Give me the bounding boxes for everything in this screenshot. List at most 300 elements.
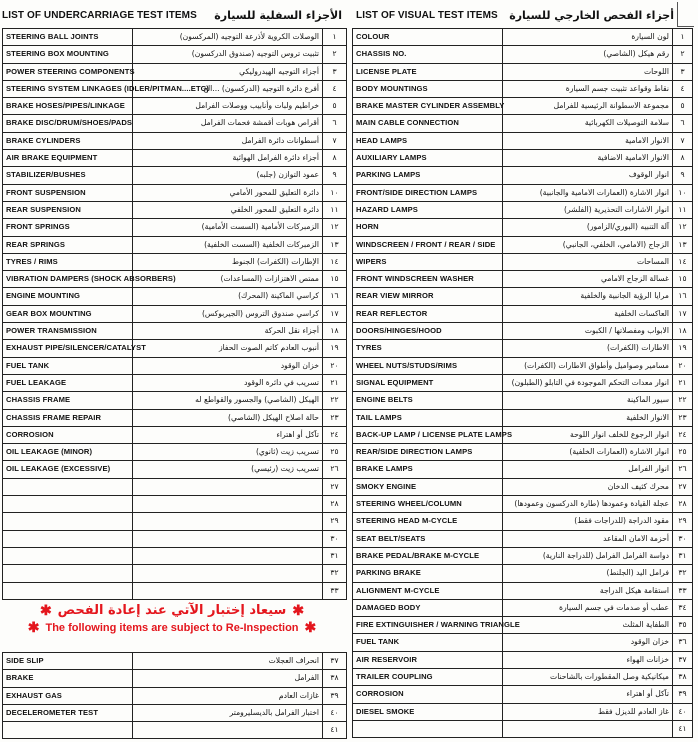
item-arabic: انوار الاشارة (العمارات الامامية والجانبية)	[503, 184, 673, 201]
table-row	[353, 288, 693, 305]
item-english	[353, 720, 503, 737]
item-arabic: عمود التوازن (جلبه)	[133, 167, 323, 184]
item-number: ٥	[673, 98, 693, 115]
item-arabic: انحراف العجلات	[133, 653, 323, 670]
item-number: ٢٤	[323, 426, 347, 443]
table-row	[353, 547, 693, 564]
item-english: DECELEROMETER TEST	[3, 704, 133, 721]
item-arabic: تآكل أو اهتراء	[133, 426, 323, 443]
item-english: EXHAUST GAS	[3, 687, 133, 704]
item-number: ٣٨	[323, 670, 347, 687]
table-row	[353, 340, 693, 357]
table-row	[3, 530, 347, 547]
item-arabic: خزان الوقود	[133, 357, 323, 374]
table-row	[3, 496, 347, 513]
item-number: ٣٦	[673, 634, 693, 651]
table-row	[353, 703, 693, 720]
item-number: ١١	[673, 201, 693, 218]
item-number: ٨	[673, 150, 693, 167]
item-number: ١٩	[673, 340, 693, 357]
item-number: ١٣	[323, 236, 347, 253]
item-arabic: أفرع دائرة التوجيه (الدركسون) ...الخ	[133, 80, 323, 97]
item-number: ٩	[323, 167, 347, 184]
item-arabic: تآكل أو اهتراء	[503, 686, 673, 703]
item-english: ENGINE BELTS	[353, 392, 503, 409]
item-arabic: أجزاء التوجيه الهيدروليكي	[133, 63, 323, 80]
item-arabic: آلة التنبيه (البوري/الزامور)	[503, 219, 673, 236]
item-number: ٢٣	[673, 409, 693, 426]
table-row	[353, 461, 693, 478]
item-arabic: دائرة التعليق للمحور الأمامي	[133, 184, 323, 201]
item-arabic: الابواب ومفصلاتها / الكبوت	[503, 323, 673, 340]
asterisk-icon: ✱	[304, 619, 317, 635]
item-english: BRAKE DISC/DRUM/SHOES/PADS	[3, 115, 133, 132]
left-header	[2, 2, 342, 28]
table-row	[353, 46, 693, 63]
table-row	[3, 653, 347, 670]
table-row	[3, 167, 347, 184]
item-number: ٢٣	[323, 409, 347, 426]
item-english: HEAD LAMPS	[353, 132, 503, 149]
table-row	[3, 236, 347, 253]
table-row	[3, 409, 347, 426]
item-arabic	[133, 513, 323, 530]
item-english: SMOKY ENGINE	[353, 478, 503, 495]
item-number: ٧	[673, 132, 693, 149]
item-english: BRAKE LAMPS	[353, 461, 503, 478]
item-arabic: غاز العادم للديزل فقط	[503, 703, 673, 720]
table-row	[353, 374, 693, 391]
item-arabic: الإطارات (الكفرات) الجنوط	[133, 253, 323, 270]
item-arabic: مجموعة الاسطوانة الرئيسية للفرامل	[503, 98, 673, 115]
item-english: BRAKE CYLINDERS	[3, 132, 133, 149]
table-row	[353, 167, 693, 184]
table-row	[3, 582, 347, 599]
item-english: SIDE SLIP	[3, 653, 133, 670]
item-number: ١٤	[673, 253, 693, 270]
item-english: GEAR BOX MOUNTING	[3, 305, 133, 322]
item-arabic: لون السيارة	[503, 29, 673, 46]
item-english: BRAKE MASTER CYLINDER ASSEMBLY	[353, 98, 503, 115]
item-english: BRAKE HOSES/PIPES/LINKAGE	[3, 98, 133, 115]
item-english: LICENSE PLATE	[353, 63, 503, 80]
table-row	[3, 46, 347, 63]
item-english: ALIGNMENT M-CYCLE	[353, 582, 503, 599]
item-number: ٢٥	[673, 444, 693, 461]
corner-stamp	[677, 2, 694, 27]
item-english: PARKING BRAKE	[353, 565, 503, 582]
item-number: ١٨	[673, 323, 693, 340]
item-number: ١٧	[323, 305, 347, 322]
item-number: ٢٧	[323, 478, 347, 495]
table-row	[3, 547, 347, 564]
item-number: ٢٧	[673, 478, 693, 495]
table-row	[3, 722, 347, 739]
item-arabic	[503, 720, 673, 737]
table-row	[353, 651, 693, 668]
item-english: ENGINE MOUNTING	[3, 288, 133, 305]
item-english: OIL LEAKAGE (MINOR)	[3, 444, 133, 461]
table-row	[3, 704, 347, 721]
item-english	[3, 565, 133, 582]
item-arabic: غازات العادم	[133, 687, 323, 704]
table-row	[353, 29, 693, 46]
item-english: REAR REFLECTOR	[353, 305, 503, 322]
table-row	[3, 80, 347, 97]
table-row	[3, 184, 347, 201]
item-arabic: الزجاج (الامامي، الخلفي، الجانبي)	[503, 236, 673, 253]
item-number: ٣٣	[323, 582, 347, 599]
item-number: ١	[673, 29, 693, 46]
item-english: DOORS/HINGES/HOOD	[353, 323, 503, 340]
item-arabic: مرايا الرؤية الجانبية والخلفية	[503, 288, 673, 305]
item-arabic: الانوار الامامية الاضافية	[503, 150, 673, 167]
item-number: ٣٧	[323, 653, 347, 670]
item-english: VIBRATION DAMPERS (SHOCK ABSORBERS)	[3, 271, 133, 288]
item-number: ٥	[323, 98, 347, 115]
item-english: POWER STEERING COMPONENTS	[3, 63, 133, 80]
reinspection-table	[2, 652, 347, 739]
table-row	[353, 392, 693, 409]
item-arabic: خراطيم ولبات وأنابيب ووصلات الفرامل	[133, 98, 323, 115]
item-number: ١٥	[673, 271, 693, 288]
item-english: STEERING BOX MOUNTING	[3, 46, 133, 63]
item-english: CHASSIS NO.	[353, 46, 503, 63]
item-english: BODY MOUNTINGS	[353, 80, 503, 97]
table-row	[353, 115, 693, 132]
item-number: ٣٩	[673, 686, 693, 703]
item-english: FRONT SPRINGS	[3, 219, 133, 236]
table-row	[3, 392, 347, 409]
item-arabic	[133, 722, 323, 739]
item-english: FUEL TANK	[353, 634, 503, 651]
item-english: FRONT/SIDE DIRECTION LAMPS	[353, 184, 503, 201]
item-english	[3, 513, 133, 530]
table-row	[3, 670, 347, 687]
item-number: ٤١	[323, 722, 347, 739]
item-number: ٣	[323, 63, 347, 80]
item-english: COLOUR	[353, 29, 503, 46]
item-arabic: مقود الدراجة (للدراجات فقط)	[503, 513, 673, 530]
table-row	[353, 668, 693, 685]
item-number: ٢١	[673, 374, 693, 391]
item-number: ١٣	[673, 236, 693, 253]
item-english: HORN	[353, 219, 503, 236]
table-row	[353, 201, 693, 218]
item-arabic: الاطارات (الكفرات)	[503, 340, 673, 357]
item-english: FRONT SUSPENSION	[3, 184, 133, 201]
table-row	[353, 98, 693, 115]
table-row	[3, 63, 347, 80]
item-arabic: انوار الرجوع للخلف انوار اللوحة	[503, 426, 673, 443]
left-header-en: LIST OF UNDERCARRIAGE TEST ITEMS	[2, 9, 197, 21]
table-row	[353, 271, 693, 288]
table-row	[3, 478, 347, 495]
table-row	[353, 720, 693, 737]
table-row	[353, 496, 693, 513]
item-number: ١٠	[323, 184, 347, 201]
item-number: ٣٤	[673, 599, 693, 616]
item-english	[3, 496, 133, 513]
item-arabic: خزانات الهواء	[503, 651, 673, 668]
table-row	[3, 150, 347, 167]
undercarriage-table	[2, 28, 347, 600]
table-row	[353, 686, 693, 703]
item-arabic: سيور الماكينة	[503, 392, 673, 409]
notice-ar: سيعاد إختبار الآتي عند إعادة الفحص	[57, 603, 287, 618]
table-row	[3, 305, 347, 322]
item-number: ٣٥	[673, 617, 693, 634]
item-arabic: المساحات	[503, 253, 673, 270]
item-number: ٢٩	[323, 513, 347, 530]
item-number: ١٥	[323, 271, 347, 288]
item-number: ١٦	[673, 288, 693, 305]
table-row	[353, 617, 693, 634]
item-english: MAIN CABLE CONNECTION	[353, 115, 503, 132]
item-number: ٢٠	[673, 357, 693, 374]
item-arabic: الوصلات الكروية لأذرعة التوجيه (المركسون)	[133, 29, 323, 46]
item-arabic: تسريب في دائرة الوقود	[133, 374, 323, 391]
table-row	[3, 323, 347, 340]
table-row	[3, 29, 347, 46]
item-english: STEERING SYSTEM LINKAGES (IDLER/PITMAN....ETC)	[3, 80, 133, 97]
item-arabic	[133, 478, 323, 495]
item-arabic: انوار الفرامل	[503, 461, 673, 478]
item-arabic: انوار الوقوف	[503, 167, 673, 184]
item-number: ٦	[673, 115, 693, 132]
item-number: ١١	[323, 201, 347, 218]
item-arabic: اللوحات	[503, 63, 673, 80]
table-row	[3, 565, 347, 582]
item-number: ٩	[673, 167, 693, 184]
item-number: ٤٠	[673, 703, 693, 720]
table-row	[353, 599, 693, 616]
item-english: REAR SPRINGS	[3, 236, 133, 253]
item-number: ٢٤	[673, 426, 693, 443]
item-arabic: ميكانيكية وصل المقطورات بالشاحنات	[503, 668, 673, 685]
item-arabic: عجلة القيادة وعمودها (طارة الدركسون وعمودها)	[503, 496, 673, 513]
item-arabic: أسطوانات دائرة الفرامل	[133, 132, 323, 149]
item-english: BACK-UP LAMP / LICENSE PLATE LAMPS	[353, 426, 503, 443]
table-row	[353, 426, 693, 443]
item-english: TYRES / RIMS	[3, 253, 133, 270]
table-row	[3, 426, 347, 443]
item-english: AUXILIARY LAMPS	[353, 150, 503, 167]
item-english: CHASSIS FRAME	[3, 392, 133, 409]
table-row	[353, 357, 693, 374]
item-arabic: العاكسات الخلفية	[503, 305, 673, 322]
table-row	[353, 219, 693, 236]
reinspection-notice	[2, 602, 342, 636]
item-arabic: نقاط وقواعد تثبيت جسم السيارة	[503, 80, 673, 97]
item-english: BRAKE	[3, 670, 133, 687]
item-english: REAR/SIDE DIRECTION LAMPS	[353, 444, 503, 461]
item-english	[3, 722, 133, 739]
item-arabic: أجزاء دائرة الفرامل الهوائية	[133, 150, 323, 167]
right-header-en: LIST OF VISUAL TEST ITEMS	[356, 9, 498, 21]
item-number: ٣١	[673, 547, 693, 564]
table-row	[353, 80, 693, 97]
table-row	[3, 513, 347, 530]
item-number: ٤٠	[323, 704, 347, 721]
table-row	[353, 132, 693, 149]
item-english: WHEEL NUTS/STUDS/RIMS	[353, 357, 503, 374]
table-row	[3, 219, 347, 236]
item-arabic: انوار الاشارات التحذيرية (الفلشر)	[503, 201, 673, 218]
item-english	[3, 530, 133, 547]
item-english: DAMAGED BODY	[353, 599, 503, 616]
table-row	[353, 150, 693, 167]
item-arabic	[133, 547, 323, 564]
item-english: FUEL TANK	[3, 357, 133, 374]
item-arabic: رقم هيكل (الشاصي)	[503, 46, 673, 63]
item-number: ٤١	[673, 720, 693, 737]
item-number: ١٧	[673, 305, 693, 322]
table-row	[353, 478, 693, 495]
item-number: ٣٣	[673, 582, 693, 599]
table-row	[3, 115, 347, 132]
item-number: ٣٨	[673, 668, 693, 685]
table-row	[353, 236, 693, 253]
item-arabic: الانوار الخلفية	[503, 409, 673, 426]
item-arabic: الطفاية المثلث	[503, 617, 673, 634]
item-number: ٣٠	[673, 530, 693, 547]
item-arabic: الزمبركات الخلفية (السست الخلفية)	[133, 236, 323, 253]
item-arabic: الهيكل (الشاصي) والجسور والقواطع له	[133, 392, 323, 409]
table-row	[3, 357, 347, 374]
left-header-ar: الأجزاء السفلية للسيارة	[214, 8, 342, 22]
item-english: CHASSIS FRAME REPAIR	[3, 409, 133, 426]
item-arabic: أنبوب العادم كاتم الصوت الحفاز	[133, 340, 323, 357]
table-row	[353, 444, 693, 461]
item-number: ٢٠	[323, 357, 347, 374]
table-row	[3, 687, 347, 704]
item-arabic: تسريب زيت (ثانوي)	[133, 444, 323, 461]
item-english: POWER TRANSMISSION	[3, 323, 133, 340]
item-english: TRAILER COUPLING	[353, 668, 503, 685]
item-number: ٤	[323, 80, 347, 97]
item-english: EXHAUST PIPE/SILENCER/CATALYST	[3, 340, 133, 357]
item-number: ٢	[673, 46, 693, 63]
item-arabic: الانوار الامامية	[503, 132, 673, 149]
item-number: ٣٩	[323, 687, 347, 704]
item-english: DIESEL SMOKE	[353, 703, 503, 720]
item-number: ٣١	[323, 547, 347, 564]
item-arabic: تثبيت تروس التوجيه (صندوق الدركسون)	[133, 46, 323, 63]
item-english: PARKING LAMPS	[353, 167, 503, 184]
item-english: STEERING HEAD M-CYCLE	[353, 513, 503, 530]
item-number: ٣٠	[323, 530, 347, 547]
table-row	[353, 409, 693, 426]
item-arabic: استقامة هيكل الدراجة	[503, 582, 673, 599]
item-arabic	[133, 565, 323, 582]
item-number: ٢٨	[323, 496, 347, 513]
item-english: FRONT WINDSCREEN WASHER	[353, 271, 503, 288]
item-english: BRAKE PEDAL/BRAKE M-CYCLE	[353, 547, 503, 564]
item-number: ٢٨	[673, 496, 693, 513]
table-row	[3, 98, 347, 115]
item-arabic: انوار معدات التحكم الموجودة في التابلو (الطبلون)	[503, 374, 673, 391]
item-number: ٤	[673, 80, 693, 97]
table-row	[353, 63, 693, 80]
item-number: ١٤	[323, 253, 347, 270]
item-number: ١٠	[673, 184, 693, 201]
item-english: STABILIZER/BUSHES	[3, 167, 133, 184]
item-english	[3, 478, 133, 495]
item-arabic: أقراص هوبات أقمشة فحمات الفرامل	[133, 115, 323, 132]
item-number: ٢٦	[323, 461, 347, 478]
item-arabic: اختبار الفرامل بالديسليرومتر	[133, 704, 323, 721]
item-arabic: الزمبركات الأمامية (السست الأمامية)	[133, 219, 323, 236]
item-arabic: كراسي الماكينة (المحرك)	[133, 288, 323, 305]
table-row	[353, 253, 693, 270]
notice-en: The following items are subject to Re-Inspection	[45, 621, 299, 634]
item-arabic: مسامير وصواميل وأطواق الاطارات (الكفرات)	[503, 357, 673, 374]
item-english: FUEL LEAKAGE	[3, 374, 133, 391]
item-english: CORROSION	[3, 426, 133, 443]
item-arabic: أجزاء نقل الحركة	[133, 323, 323, 340]
asterisk-icon: ✱	[292, 602, 305, 618]
item-arabic: عطب أو صدمات في جسم السيارة	[503, 599, 673, 616]
item-english: OIL LEAKAGE (EXCESSIVE)	[3, 461, 133, 478]
item-arabic	[133, 582, 323, 599]
item-arabic: انوار الاشارة (العمارات الخلفية)	[503, 444, 673, 461]
item-number: ٢٦	[673, 461, 693, 478]
item-english: FIRE EXTINGUISHER / WARNING TRIANGLE	[353, 617, 503, 634]
inspection-sheet	[2, 2, 694, 738]
item-english: STEERING WHEEL/COLUMN	[353, 496, 503, 513]
item-arabic: محرك كثيف الدخان	[503, 478, 673, 495]
item-number: ٢٢	[673, 392, 693, 409]
item-arabic: أحزمة الامان المقاعد	[503, 530, 673, 547]
visual-test-table	[352, 28, 693, 738]
item-arabic: ممتص الاهتزازات (المساعدات)	[133, 271, 323, 288]
table-row	[353, 565, 693, 582]
item-arabic: خزان الوقود	[503, 634, 673, 651]
table-row	[353, 305, 693, 322]
item-number: ٨	[323, 150, 347, 167]
table-row	[353, 634, 693, 651]
item-arabic: الفرامل	[133, 670, 323, 687]
item-number: ٣٧	[673, 651, 693, 668]
item-number: ٧	[323, 132, 347, 149]
item-arabic: كراسي صندوق التروس (الجيربوكس)	[133, 305, 323, 322]
item-arabic	[133, 530, 323, 547]
table-row	[3, 444, 347, 461]
item-arabic: حالة اصلاح الهيكل (الشاصي)	[133, 409, 323, 426]
item-number: ٣	[673, 63, 693, 80]
item-english: HAZARD LAMPS	[353, 201, 503, 218]
item-english: WIPERS	[353, 253, 503, 270]
asterisk-icon: ✱	[39, 602, 52, 618]
right-header	[356, 2, 674, 28]
item-number: ١	[323, 29, 347, 46]
table-row	[3, 132, 347, 149]
item-arabic: غسالة الزجاج الامامي	[503, 271, 673, 288]
item-number: ٢٢	[323, 392, 347, 409]
table-row	[3, 201, 347, 218]
right-header-ar: أجزاء الفحص الخارجي للسيارة	[509, 8, 674, 22]
item-number: ٦	[323, 115, 347, 132]
item-number: ١٢	[673, 219, 693, 236]
item-number: ١٩	[323, 340, 347, 357]
item-english: TAIL LAMPS	[353, 409, 503, 426]
item-arabic: سلامة التوصيلات الكهربائية	[503, 115, 673, 132]
item-number: ٢٥	[323, 444, 347, 461]
item-english	[3, 547, 133, 564]
table-row	[353, 184, 693, 201]
item-number: ٢٩	[673, 513, 693, 530]
